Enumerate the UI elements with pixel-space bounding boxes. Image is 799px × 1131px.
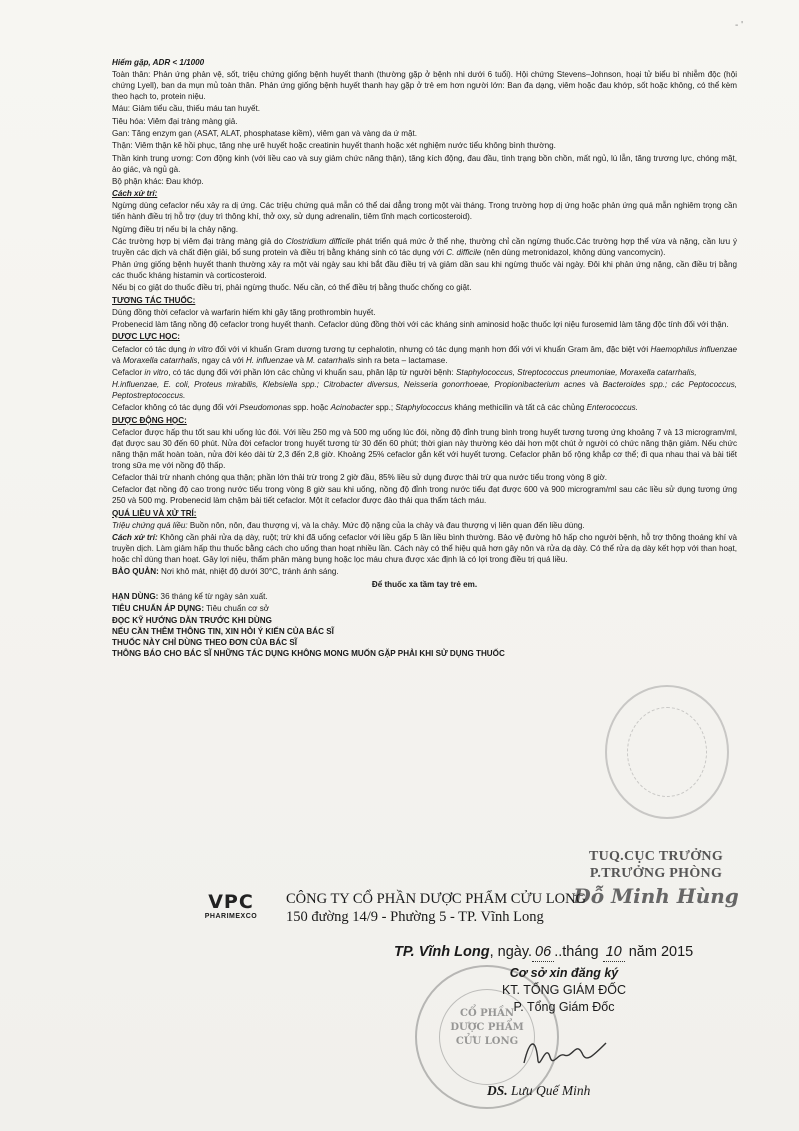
approval-title-2: P.TRƯỞNG PHÒNG (589, 866, 723, 881)
handwritten-signature (520, 1033, 610, 1073)
body-paragraph: Gan: Tăng enzym gan (ASAT, ALAT, phosphatase kiềm), viêm gan và vàng da ứ mật. (112, 129, 418, 138)
registrant-block (464, 965, 664, 1016)
body-paragraph: Thận: Viêm thận kẽ hồi phục, tăng nhẹ urê huyết hoặc creatinin huyết thanh hoặc xét nghiệm nước tiểu không bình thường. (112, 141, 556, 151)
body-paragraph: Thần kinh trung ương: Cơn động kinh (với liều cao và suy giảm chức năng thận), tăng kích động, đau đầu, tình trạng bồn chồn, mất ngủ, lú lẫn, tăng trương lực, chóng mặt, ảo giác, và ngủ gà. (112, 153, 737, 174)
body-paragraph: Các trường hợp bị viêm đại tràng màng giả do Clostridium difficile phát triển quá mức ở thể nhẹ, thường chỉ cần ngừng thuốc.Các trường hợp thể vừa và nặng, cần lưu ý truyền các dịch và chất điện giải, bổ sung protein và điều trị bằng kháng sinh có tác dụng với C. difficile (nên dùng metronidazol, không dùng vancomycin). (112, 236, 737, 257)
body-paragraph: Ngừng dùng cefaclor nếu xảy ra dị ứng. Các triệu chứng quá mẫn có thể dai dẳng trong một vài tháng. Trong trường hợp dị ứng hoặc phản ứng quá mẫn nghiêm trọng cần tiến hành điều trị hỗ trợ (duy trì thông khí, thở oxy, sử dụng adrenalin, tiêm tĩnh mạch corticosteroid). (112, 201, 737, 222)
treatment-heading: Cách xử trí: (112, 189, 158, 199)
body-paragraph: Cefaclor không có tác dụng đối với Pseudomonas spp. hoặc Acinobacter spp.; Staphylococcus kháng methicilin và tất cả các chủng Enterococcus. (112, 403, 638, 413)
notice-block (112, 616, 737, 660)
interaction-heading: TƯƠNG TÁC THUỐC: (112, 295, 196, 305)
date-year: năm 2015 (624, 944, 694, 960)
overdose-heading: QUÁ LIỀU VÀ XỬ TRÍ: (112, 508, 197, 518)
body-paragraph: Ngừng điều trị nếu bị la chảy nặng. (112, 224, 239, 234)
date-day: 06 (532, 943, 554, 962)
approval-signature: Đỗ Minh Hùng (573, 884, 739, 908)
date-line (394, 943, 754, 962)
registrant-line-3: P. Tổng Giám Đốc (513, 1000, 615, 1014)
company-name: CÔNG TY CỔ PHẦN DƯỢC PHẨM CỬU LONG (286, 891, 587, 907)
company-logo (196, 892, 266, 921)
approval-title-1: TUQ.CỤC TRƯỞNG (588, 849, 724, 864)
date-month: 10 (603, 943, 625, 962)
body-paragraph: Probenecid làm tăng nồng độ cefaclor trong huyết thanh. Cefaclor dùng đồng thời với các kháng sinh aminosid hoặc thuốc lợi niệu furosemid làm tăng độc tính đối với thận. (112, 320, 729, 330)
company-block (196, 890, 636, 930)
scan-mark: - ' (735, 20, 744, 31)
pharmacodynamics-heading: DƯỢC LỰC HỌC: (112, 332, 180, 342)
pharmacokinetics-heading: DƯỢC ĐỘNG HỌC: (112, 415, 187, 425)
body-paragraph: Toàn thân: Phản ứng phản vệ, sốt, triệu chứng giống bệnh huyết thanh (thường gặp ở bệnh nhi dưới 6 tuổi). Hội chứng Stevens–Johnson, hoại tử biểu bì nhiễm độc (hội chứng Lyell), ban da mụn mủ toàn thân. Phản ứng giống bệnh huyết thanh hay gặp ở trẻ em hơn người lớn: Ban đa dạng, viêm hoặc đau khớp, sốt hoặc không, có thể kèm theo hạch to, protein niệu. (112, 70, 737, 102)
standard-line: TIÊU CHUẨN ÁP DỤNG: Tiêu chuẩn cơ sở (112, 604, 270, 614)
body-paragraph: Triệu chứng quá liều: Buồn nôn, nôn, đau thượng vị, và la chảy. Mức độ nặng của la chảy và đau thượng vị liên quan đến liều dùng. (112, 520, 585, 530)
notice-line: NẾU CẦN THÊM THÔNG TIN, XIN HỎI Ý KIẾN CỦA BÁC SĨ (112, 627, 334, 637)
body-paragraph: Tiêu hóa: Viêm đại tràng màng giả. (112, 116, 238, 126)
body-paragraph: Nếu bị co giật do thuốc điều trị, phải ngừng thuốc. Nếu cần, có thể điều trị bằng thuốc chống co giật. (112, 283, 472, 293)
body-paragraph: Cefaclor có tác dụng in vitro đối với vi khuẩn Gram dương tương tự cephalotin, nhưng có tác dụng mạnh hơn đối với vi khuẩn Gram âm, đặc biệt với Haemophilus influenzae và Moraxella catarrhalis, ngay cả với H. influenzae và M. catarrhalis sinh ra beta – lactamase. (112, 344, 737, 365)
notice-line: ĐỌC KỸ HƯỚNG DẪN TRƯỚC KHI DÙNG (112, 616, 272, 626)
document-body (112, 58, 737, 660)
body-paragraph: Cách xử trí: Không cần phải rửa dạ dày, ruột; trừ khi đã uống cefaclor với liều gấp 5 lần liều bình thường. Bảo vệ đường hô hấp cho người bệnh, hỗ trợ thông thoáng khí và truyền dịch. Làm giảm hấp thu thuốc bằng cách cho uống than hoạt nhiều lần. Cách này có thể hiệu quả hơn gây nôn và rửa dạ dày. Có thể rửa dạ dày kết hợp với than hoạt, hoặc chỉ dùng than hoạt. Gây lợi niệu, thẩm phân màng bụng hoặc lọc máu chưa được xác định là có lợi trong điều trị quá liều. (112, 533, 737, 564)
registrant-line-1: Cơ sở xin đăng ký (509, 966, 619, 980)
stamp-top-right (605, 685, 729, 819)
date-day-label: , ngày. (489, 944, 533, 960)
children-warning: Để thuốc xa tầm tay trẻ em. (371, 579, 478, 589)
date-place: TP. Vĩnh Long (394, 944, 490, 960)
company-text (286, 890, 586, 926)
body-paragraph: Phản ứng giống bệnh huyết thanh thường xảy ra một vài ngày sau khi bắt đầu điều trị và giảm dần sau khi ngừng thuốc vài ngày. Đôi khi phản ứng nặng, cần điều trị bằng các thuốc kháng histamin và corticosteroid. (112, 260, 737, 280)
body-paragraph: Dùng đồng thời cefaclor và warfarin hiếm khi gây tăng prothrombin huyết. (112, 307, 376, 317)
body-paragraph: Máu: Giảm tiểu cầu, thiếu máu tan huyết. (112, 104, 261, 114)
body-paragraph: Bộ phận khác: Đau khớp. (112, 176, 204, 186)
rare-heading: Hiếm gặp, ADR < 1/1000 (112, 58, 205, 67)
registrant-name: DS. Lưu Quế Minh (487, 1083, 591, 1098)
date-month-label: ..tháng (554, 944, 603, 960)
storage-line: BẢO QUẢN: Nơi khô mát, nhiệt độ dưới 30°C, tránh ánh sáng. (112, 567, 339, 577)
logo-subtext: PHARIMEXCO (204, 913, 258, 920)
notice-line: THÔNG BÁO CHO BÁC SĨ NHỮNG TÁC DỤNG KHÔNG MONG MUỐN GẶP PHẢI KHI SỬ DỤNG THUỐC (112, 649, 505, 659)
date-block (394, 943, 754, 1014)
body-paragraph: Cefaclor đạt nồng độ cao trong nước tiểu trong vòng 8 giờ sau khi uống, nồng độ đỉnh trong nước tiểu đạt được 600 và 900 microgram/ml sau các liều sử dụng tương ứng 250 và 500 mg. Probenecid làm chậm bài tiết cefaclor. Một ít cefaclor được đào thải qua thẩm tách máu. (112, 485, 737, 506)
registrant-line-2: KT. TỔNG GIÁM ĐỐC (501, 983, 627, 997)
notice-line: THUỐC NÀY CHỈ DÙNG THEO ĐƠN CỦA BÁC SĨ (112, 638, 297, 648)
logo-text: VPC (208, 891, 254, 913)
stamp-text: CỔ PHẦN DƯỢC PHẨM CỬU LONG (450, 1008, 524, 1047)
body-paragraph: Cefaclor in vitro, có tác dụng đối với phần lớn các chủng vi khuẩn sau, phân lập từ người bệnh: Staphylococcus, Streptococcus pneumoniae, Moraxella catarrhalis, (112, 367, 697, 377)
body-paragraph: H.influenzae, E. coli, Proteus mirabilis, Klebsiella spp.; Citrobacter diversus, Neisseria gonorrhoeae, Propionibacterium acnes và Bacteroides spp.; các Peptococcus, Peptostreptococcus. (112, 380, 737, 401)
body-paragraph: Cefaclor thải trừ nhanh chóng qua thận; phần lớn thải trừ trong 2 giờ đầu, 85% liều sử dụng được thải trừ qua nước tiểu trong vòng 8 giờ. (112, 473, 608, 483)
body-paragraph: Cefaclor được hấp thu tốt sau khi uống lúc đói. Với liều 250 mg và 500 mg uống lúc đói, nồng độ đỉnh trung bình trong huyết tương tương ứng khoảng 7 và 13 microgram/ml, đạt được sau 30 đến 60 phút. Nửa đời cefaclor trong huyết tương từ 30 đến 60 phút; thời gian này thường kéo dài hơn một chút ở người có chức năng thận giảm. Nếu chức năng thận mất hoàn toàn, nửa đời kéo dài từ 2,3 đến 2,8 giờ. Khoảng 25% cefaclor gắn kết với huyết tương. Cefaclor phân bố rộng khắp cơ thể; đi qua nhau thai và bài tiết trong sữa mẹ với nồng độ thấp. (112, 428, 737, 470)
expiry-line: HẠN DÙNG: 36 tháng kể từ ngày sản xuất. (112, 591, 268, 601)
company-address: 150 đường 14/9 - Phường 5 - TP. Vĩnh Long (286, 909, 544, 925)
